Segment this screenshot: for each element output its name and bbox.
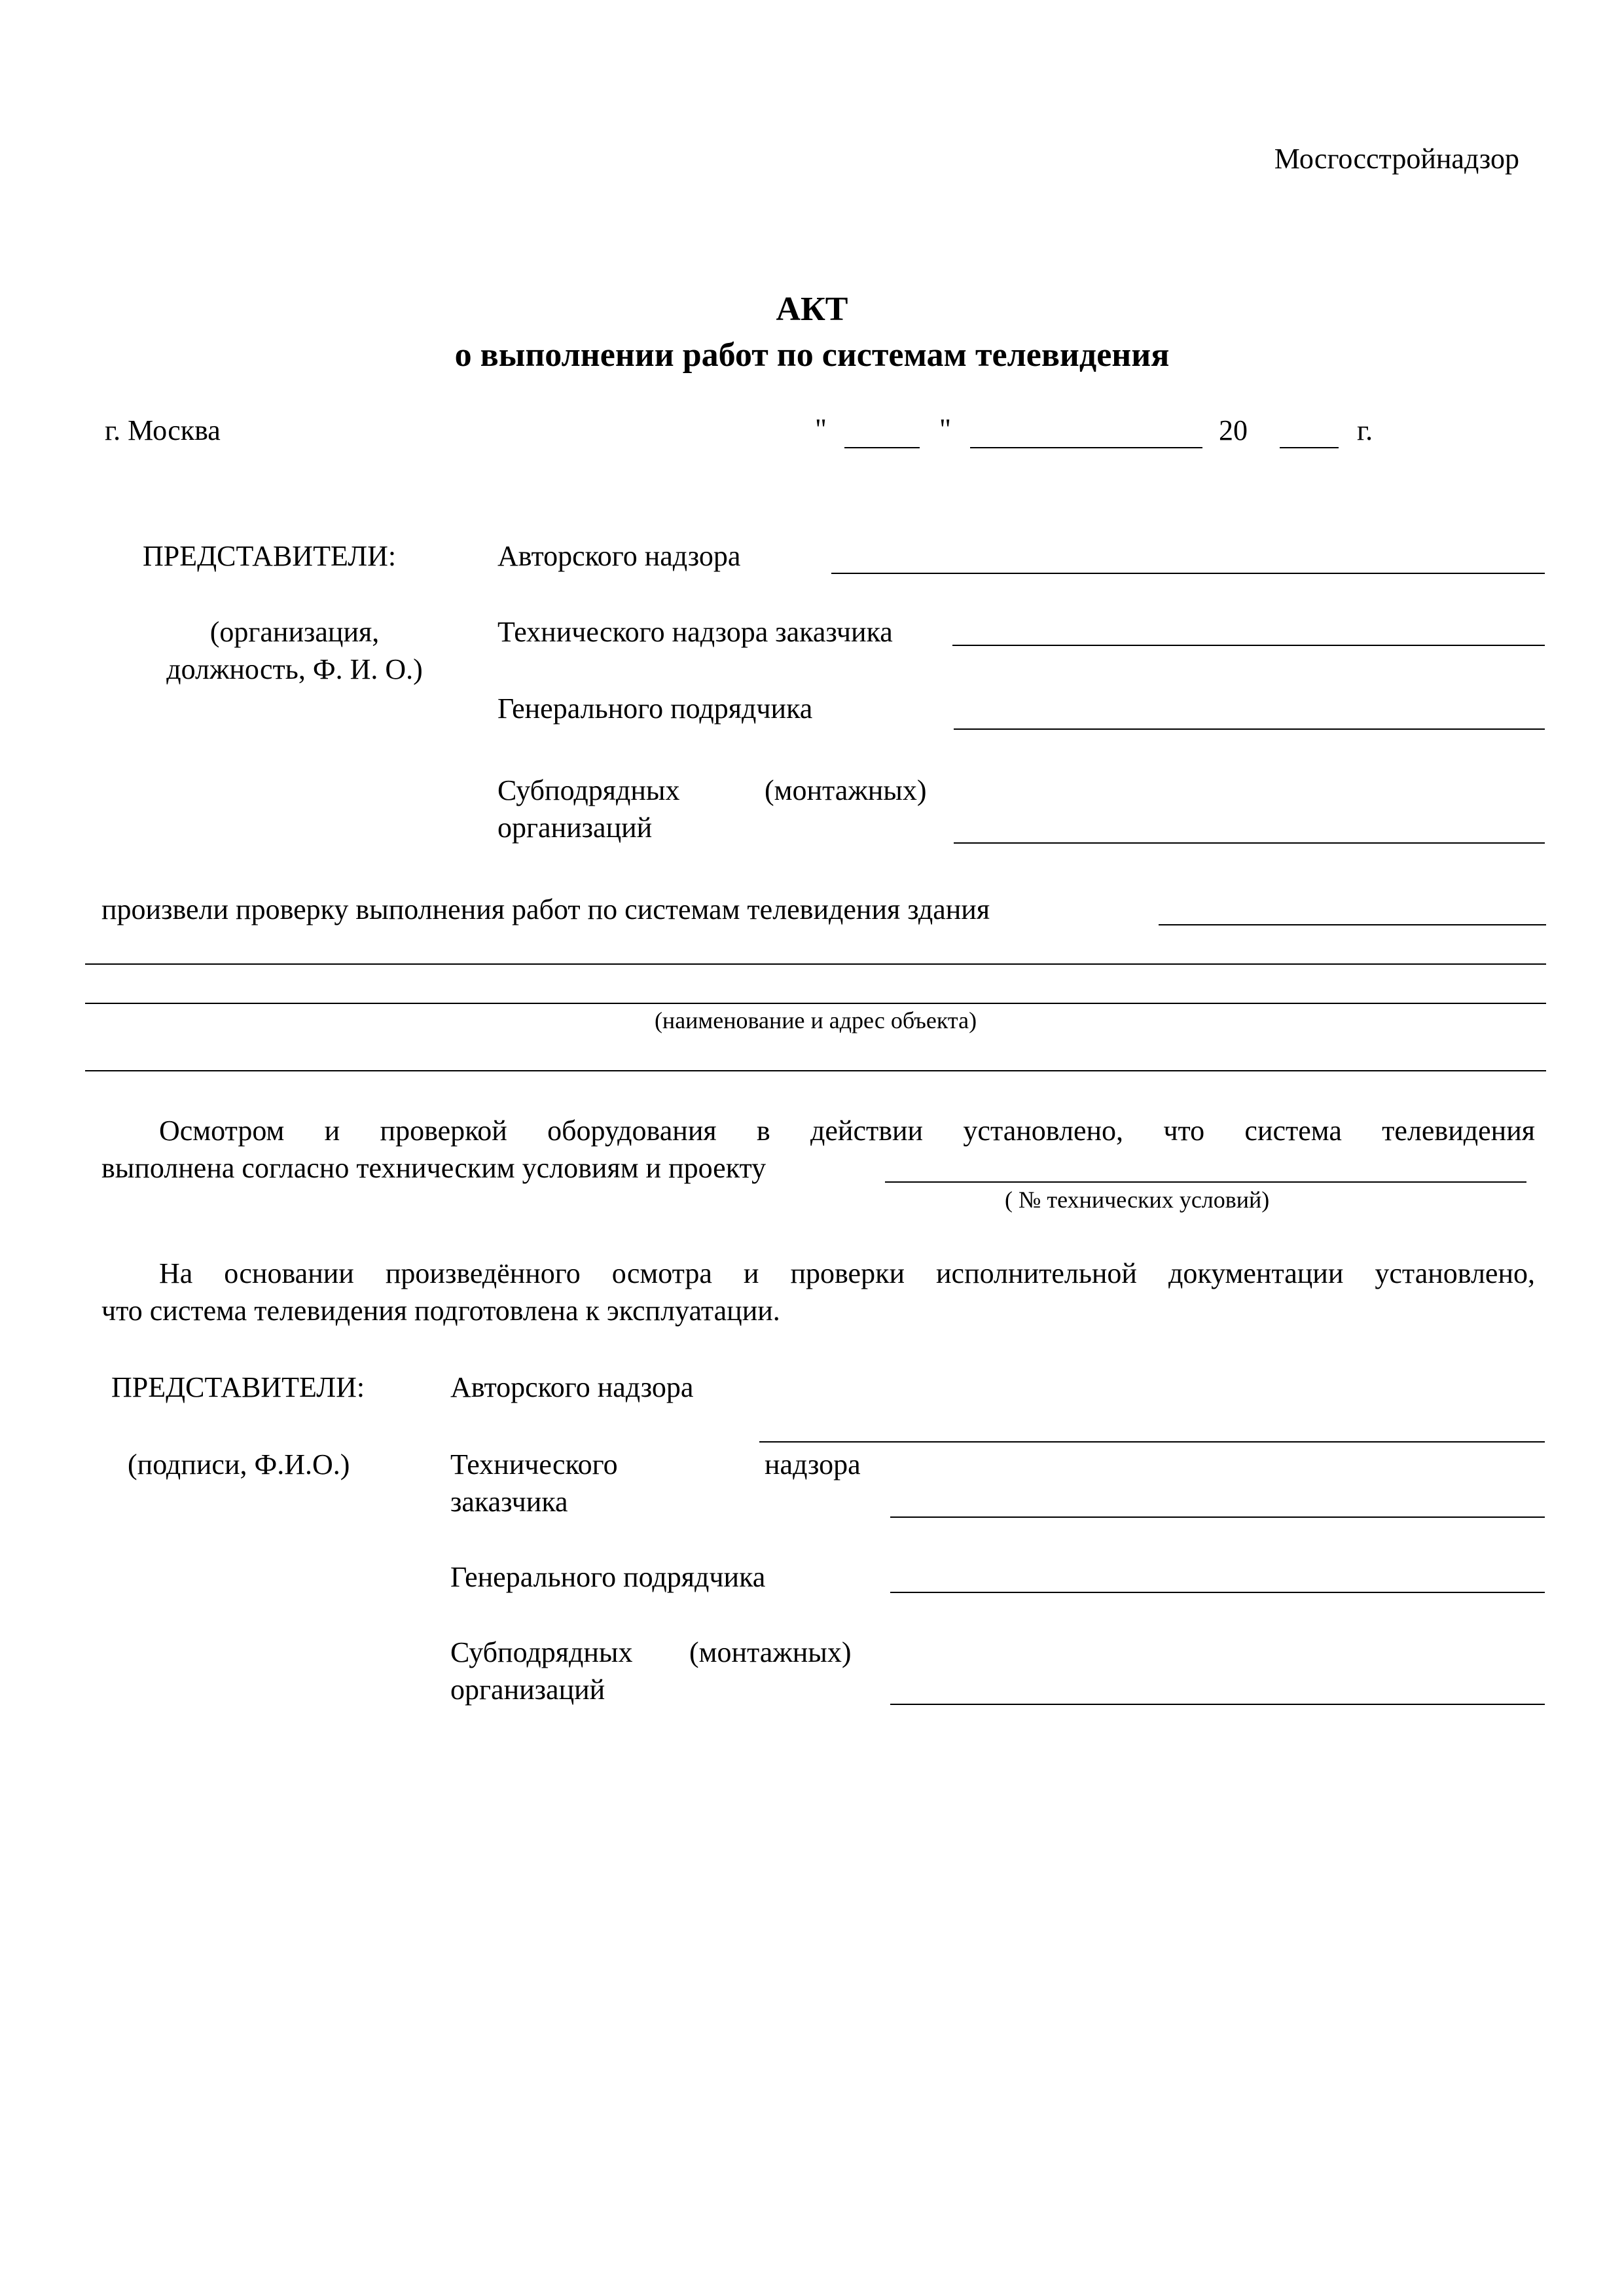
object-caption: (наименование и адрес объекта)	[654, 1007, 977, 1033]
reps2-customer-word1: Технического	[450, 1448, 618, 1480]
check-object-field-2[interactable]	[85, 963, 1546, 965]
reps1-note-line1: (организация,	[209, 616, 380, 648]
reps1-general-field[interactable]	[954, 728, 1545, 730]
conclusion-line1: На основании произведённого осмотра и проверки исполнительной документации установлено,	[159, 1257, 1535, 1289]
reps1-heading: ПРЕДСТАВИТЕЛИ:	[143, 540, 397, 572]
check-object-field-3[interactable]	[85, 1003, 1546, 1004]
reps2-customer-sign[interactable]	[890, 1516, 1545, 1518]
reps2-author-sign[interactable]	[759, 1441, 1545, 1443]
reps2-sub-word2: (монтажных)	[689, 1636, 852, 1668]
organization-name: Мосгосстройнадзор	[1274, 143, 1519, 175]
reps2-sub-word1: Субподрядных	[450, 1636, 633, 1668]
document-subtitle: о выполнении работ по системам телевидения	[454, 336, 1170, 374]
specs-caption: ( № технических условий)	[1005, 1187, 1270, 1213]
quote-close: "	[939, 413, 951, 445]
check-object-field-1[interactable]	[1159, 924, 1546, 925]
reps1-customer-label: Технического надзора заказчика	[497, 616, 893, 648]
reps1-sub-word3: организаций	[497, 812, 653, 844]
year-suffix: г.	[1357, 414, 1373, 446]
reps2-sub-sign[interactable]	[890, 1704, 1545, 1705]
reps1-general-label: Генерального подрядчика	[497, 692, 813, 725]
check-object-field-4[interactable]	[85, 1070, 1546, 1071]
reps2-author-label: Авторского надзора	[450, 1371, 694, 1403]
reps2-note: (подписи, Ф.И.О.)	[128, 1448, 350, 1480]
document-title: АКТ	[776, 291, 848, 328]
quote-open: "	[815, 413, 827, 445]
reps1-note-line2: должность, Ф. И. О.)	[166, 653, 423, 685]
reps1-sub-word2: (монтажных)	[765, 774, 927, 806]
reps1-sub-word1: Субподрядных	[497, 774, 680, 806]
year-field[interactable]	[1280, 447, 1339, 448]
conclusion-line2: что система телевидения подготовлена к эксплуатации.	[101, 1295, 780, 1327]
check-text: произвели проверку выполнения работ по системам телевидения здания	[101, 893, 990, 925]
reps1-sub-field[interactable]	[954, 842, 1545, 844]
reps2-customer-word3: заказчика	[450, 1486, 568, 1518]
day-field[interactable]	[844, 447, 920, 448]
month-field[interactable]	[970, 447, 1202, 448]
reps2-customer-word2: надзора	[765, 1448, 861, 1480]
specs-number-field[interactable]	[885, 1181, 1526, 1183]
inspection-line1: Осмотром и проверкой оборудования в действии установлено, что система телевидения	[159, 1115, 1535, 1147]
reps1-customer-field[interactable]	[952, 645, 1545, 646]
year-prefix: 20	[1219, 414, 1248, 446]
reps2-general-label: Генерального подрядчика	[450, 1561, 766, 1593]
reps2-sub-word3: организаций	[450, 1674, 605, 1706]
city: г. Москва	[105, 414, 221, 446]
reps1-author-label: Авторского надзора	[497, 540, 741, 572]
inspection-line2: выполнена согласно техническим условиям и проекту	[101, 1152, 767, 1184]
reps2-general-sign[interactable]	[890, 1592, 1545, 1593]
reps1-author-field[interactable]	[831, 573, 1545, 574]
reps2-heading: ПРЕДСТАВИТЕЛИ:	[111, 1371, 365, 1403]
